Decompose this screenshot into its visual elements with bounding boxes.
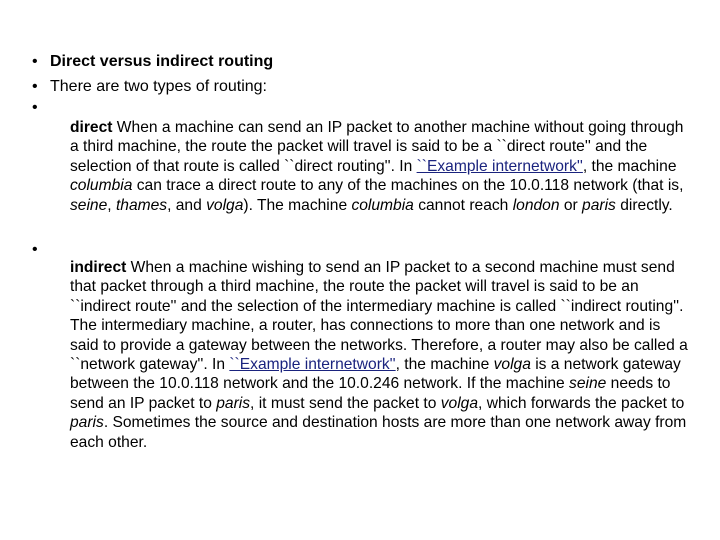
bullet-dot: • xyxy=(32,99,38,116)
bullet-dot: • xyxy=(32,78,38,95)
example-internetwork-link[interactable]: ``Example internetwork'' xyxy=(229,356,396,374)
term-indirect: indirect xyxy=(70,259,127,276)
text: can trace a direct route to any of the machines on the 10.0.118 network (that is, xyxy=(132,177,684,195)
machine-name: thames xyxy=(115,196,168,214)
bullet-dot: • xyxy=(32,241,38,258)
text: , the machine xyxy=(582,157,677,175)
machine-name: paris xyxy=(582,196,616,214)
machine-name: paris xyxy=(70,414,104,432)
machine-name: seine xyxy=(569,375,607,393)
text: directly. xyxy=(615,196,673,214)
bullet-dot: • xyxy=(32,53,38,70)
machine-name: volga xyxy=(493,356,531,374)
text: ). The machine xyxy=(243,196,352,214)
machine-name: paris xyxy=(216,394,251,412)
direct-routing-paragraph xyxy=(70,118,690,215)
text: , it must send the packet to xyxy=(250,394,441,412)
machine-name: seine xyxy=(70,196,108,214)
machine-name: volga xyxy=(440,394,479,412)
bullet-3 xyxy=(32,98,46,118)
text: , which forwards the packet to xyxy=(478,394,685,412)
text: needs to send an IP packet to xyxy=(70,375,671,412)
machine-name: columbia xyxy=(351,196,414,214)
text: , and xyxy=(167,196,207,214)
text: , xyxy=(107,196,116,214)
text: , the machine xyxy=(395,356,494,374)
text: When a machine can send an IP packet to another machine without going through a third machine, the route the packet will travel is said to be a ``direct route'' and the selection of that route is called ``direct routing''. In xyxy=(70,119,684,175)
machine-name: london xyxy=(512,196,560,214)
text: is a network gateway between the 10.0.118 network and the 10.0.246 network. If the machine xyxy=(70,356,681,393)
bullet-heading-2: There are two types of routing: xyxy=(50,78,267,95)
bullet-4 xyxy=(32,240,46,260)
text: When a machine wishing to send an IP packet to a second machine must send that packet through a third machine, the route the packet will travel is said to be an ``indirect route'' and the selection of the intermediary machine is called ``indirect routing''. The intermediary machine, a router, has connections to more than one network and is said to provide a gateway between the networks. Therefore, a router may also be called a ``network gateway''. In xyxy=(70,259,688,374)
text: cannot reach xyxy=(413,196,513,214)
bullet-2 xyxy=(32,77,46,97)
machine-name: volga xyxy=(206,196,244,214)
machine-name: columbia xyxy=(70,177,133,195)
bullet-heading-1: Direct versus indirect routing xyxy=(50,53,274,70)
bullet-1 xyxy=(32,52,46,72)
term-direct: direct xyxy=(70,119,113,136)
text: . Sometimes the source and destination hosts are more than one network away from each other. xyxy=(70,414,687,451)
text: or xyxy=(559,196,583,214)
example-internetwork-link[interactable]: ``Example internetwork'' xyxy=(416,157,583,175)
indirect-routing-paragraph xyxy=(70,258,690,452)
